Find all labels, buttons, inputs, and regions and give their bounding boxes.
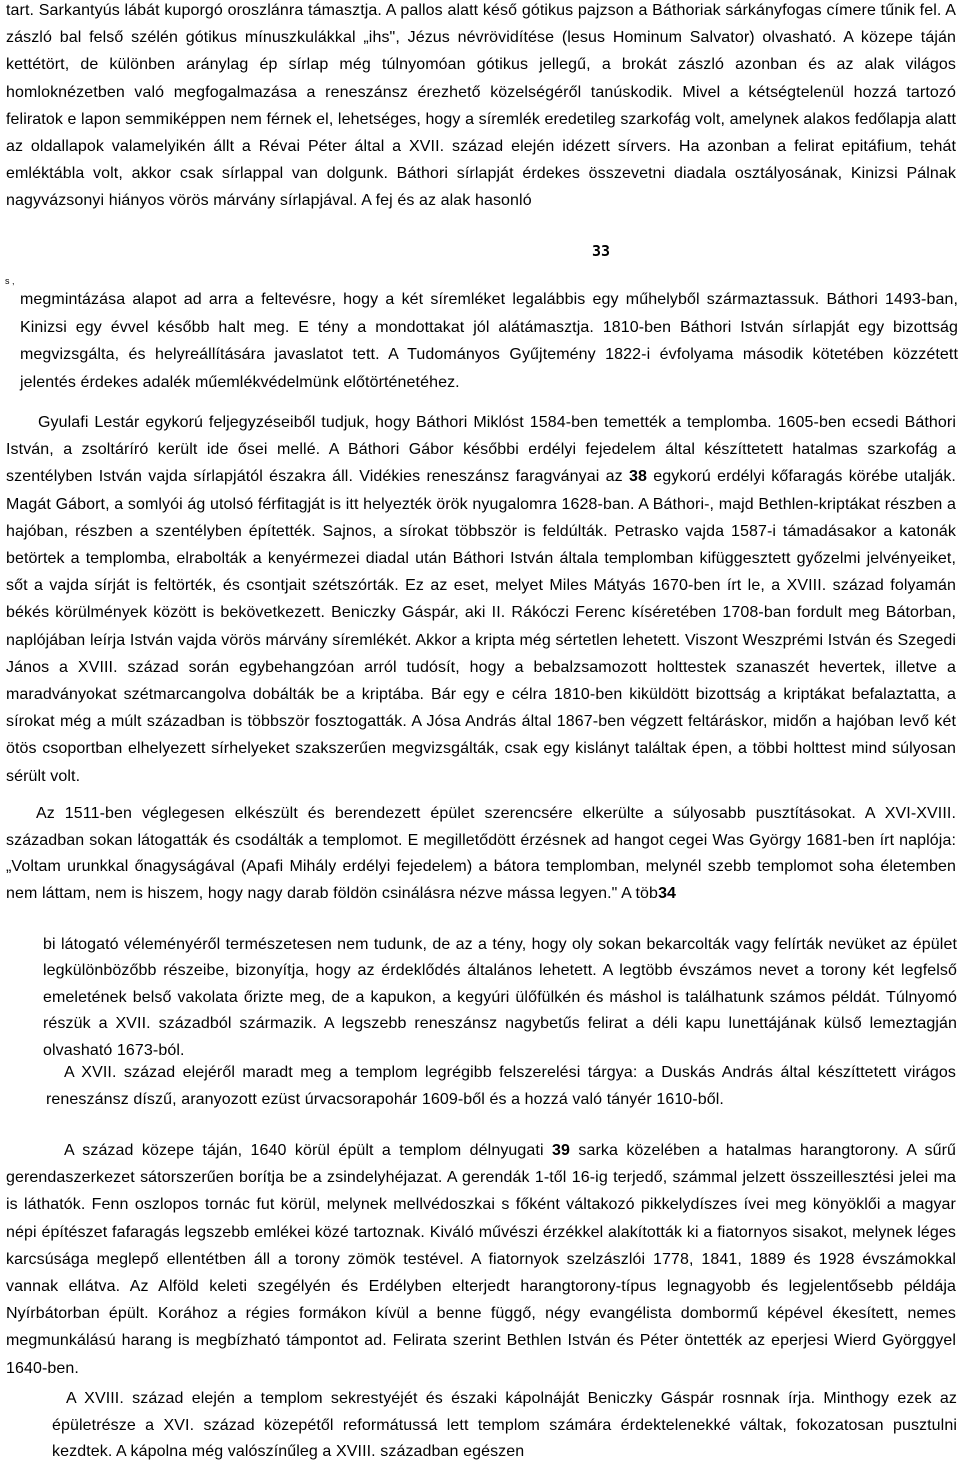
paragraph-1511-text: Az 1511-ben véglegesen elkészült és berendezett épület szerencsére elkerülte a súlyosabb pusztításokat. A XVI-XVIII. században sokan látogatták és csodálták a templomot. E megilletődött érzésnek ad hangot cegei Was György 1681-ben írt naplója: „Voltam urunkkal őnagyságával (Apafi Mihály erdélyi fejedelem) a bátora templomban, melynél szebb templomot soha életemben nem láttam, nem is hiszem, hogy nagy darab földön csinálásra nézve mássa legyen." A töb bbox=[6, 805, 956, 902]
margin-mark: s , bbox=[5, 276, 15, 286]
inline-page-number-34: 34 bbox=[658, 884, 677, 902]
paragraph-sekrestye-text: A XVIII. század elején a templom sekrestyéjét és északi kápolnáját Beniczky Gáspár rosnnak írja. Minthogy ezek az épületrésze a XVI. század közepétől reformátussá lett templom számára érdektelenekké váltak, fokozatosan pusztulni kezdtek. A kápolna még valószínűleg a XVIII. században egészen bbox=[52, 1390, 957, 1460]
paragraph-1511 bbox=[6, 801, 956, 907]
paragraph-sekrestye bbox=[52, 1386, 957, 1466]
inline-page-number-39: 39 bbox=[552, 1142, 570, 1159]
paragraph-gyulafi-text-2: egykorú erdélyi kőfaragás körébe utalják. Magát Gábort, a somlyói ág utolsó férfitagját is itt helyezték örök nyugalomra 1628-ban. A Báthori-, majd Bethlen-kriptákat részben a hajóban, részben a szentélyben építették. Sajnos, a sírokat többször is feldúlták. Petrasko vajda 1587-i támadásakor a katonák betörtek a templomba, elrabolták a kenyérmezei diadal után Báthori István általa templomban kifüggesztett győzelmi jelvényeiket, sőt a vajda sírját is feltörték, és csontjait szétszórták. Ez az eset, melyet Miles Mátyás 1670-ben írt le, a XVIII. század folyamán békés körülmények között is bekövetkezett. Beniczky Gáspár, aki II. Rákóczi Ferenc kíséretében 1708-ban fordult meg Bátorban, naplójában leírja István vajda vörös márvány síremlékét. Akkor a kripta még sértetlen lehetett. Viszont Weszprémi István és Szegedi János a XVIII. század során egybehangzóan arról tudósít, hogy a bebalzsamozott holttestek szanaszét hevertek, illetve a maradványokat szétmarcangolva dobálták be a kriptába. Bár egy e célra 1810-ben kiküldött bizottság a kriptákat befalaztatta, a sírokat még a múlt században is többször fosztogatták. A Jósa András által 1867-ben végzett feltáráskor, midőn a hajóban levő két ötös csoportban elhelyezett sírhelyeket szakszerűen megvizsgálták, csak egy kislányt találtak épen, a többi holttest mind súlyosan sérült volt. bbox=[6, 468, 956, 785]
paragraph-xvii-szazad bbox=[46, 1059, 956, 1113]
paragraph-gyulafi-text-1: Gyulafi Lestár egykorú feljegyzéseiből tudjuk, hogy Báthori Miklóst 1584-ben temették a templomba. 1605-ben ecsedi Báthori István, a zsoltáríró került ide ősei mellé. A Báthori Gábor későbbi erdélyi fejedelem által készíttetett hatalmas szarkofág a szentélyben István vajda sírlapjától északra áll. Vidékies reneszánsz faragványai az bbox=[6, 414, 956, 486]
inline-page-number-38: 38 bbox=[629, 468, 648, 486]
paragraph-harangtorony-text-2: sarka közelében a hatalmas harangtorony. A sűrű gerendaszerkezet sátorszerűen borítja be a zsindelyhéjazat. A gerendák 1-től 16-ig terjedő, számmal jelzett összeillesztési jelei ma is láthatók. Fenn oszlopos tornác fut körül, melynek mellvédoszkai s főként váltakozó pikkelydíszes ívei meg könyöklői a magyar népi építészet fafaragás legszebb emlékei közé tartoznak. Kiváló művészi érzékkel alakították ki a fiatornyos sisakot, melynek léges karcsúsága meglepő ellentétben áll a torony zömök testével. A fiatornyok szelzászlói 1778, 1841, 1889 és 1928 évszámokkal vannak ellátva. Az Alföld keleti szegélyén és Erdélyben elterjedt harangtorony-típus legnagyobb és legjelentősebb példája Nyírbátorban épült. Korához a régies formákon kívül a benne függő, négy evangélista dombormű képével ékesített, nemes megmunkálású harang is megbízható támpontot ad. Felirata szerint Bethlen István és Péter öntették az eperjesi Wierd Györggyel 1640-ben. bbox=[6, 1142, 957, 1377]
paragraph-gyulafi bbox=[6, 409, 956, 790]
paragraph-harangtorony-text-1: A század közepe táján, 1640 körül épült a templom délnyugati bbox=[64, 1142, 544, 1159]
paragraph-latogatok: bi látogató véleményéről természetesen nem tudunk, de az a tény, hogy oly sokan bekarcolták vagy felírták nevüket az épület legkülönbözőbb részeibe, bizonyítja, hogy az érdeklődés általános lehetett. A legtöbb évszámos nevet a torony két legfelső emeletének belső vakolata őrizte meg, de a kapukon, a kegyúri ülőfülkén és máshol is találhatunk számos példát. Túlnyomó részük a XVII. századból származik. A legszebb reneszánsz nagybetűs felirat a déli kapu lunettájának külső lemeztagján olvasható 1673-ból. bbox=[43, 936, 957, 1059]
page-number: 33 bbox=[592, 242, 611, 260]
paragraph-xvii-szazad-text: A XVII. század elejéről maradt meg a templom legrégibb felszerelési tárgya: a Duskás András által készíttetett virágos reneszánsz díszű, aranyozott ezüst úrvacsorapohár 1609-ből és a hozzá való tányér 1610-ből. bbox=[46, 1064, 956, 1108]
paragraph-sirlap-leiras: tart. Sarkantyús lábát kuporgó oroszlánra támasztja. A pallos alatt késő gótikus pajzson a Báthoriak sárkányfogas címere tűnik fel. A zászló bal felső szélén gótikus mínuszkulákkal „ihs", Jézus névrövidítése (lesus Hominum Salvator) olvasható. A közepe táján kettétört, de különben aránylag ép sírlap még túlnyomóan gótikus jellegű, a brokát zászló azonban és az alak világos homloknézetben való megfogalmazása a reneszánsz érezhető közelségéről tanúskodik. Mivel a kétségtelenül hozzá tartozó feliratok e lapon semmiképpen nem férnek el, lehetséges, hogy a síremlék eredetileg szarkofág volt, amelynek alakos fedőlapja alatt az oldallapok valamelyikén állt a Révai Péter által a XVII. század elején idézett sírvers. Ha azonban a felirat epitáfium, tehát emléktábla volt, akkor csak sírlappal van dolgunk. Báthori sírlapját érdekes összevetni diadala osztályosának, Kinizsi Pálnak nagyvázsonyi hiányos vörös márvány sírlapjával. A fej és az alak hasonló bbox=[6, 2, 956, 210]
paragraph-harangtorony bbox=[6, 1137, 956, 1382]
paragraph-megmintazasa: megmintázása alapot ad arra a feltevésre, hogy a két síremléket legalábbis egy műhelyből származtassuk. Báthori 1493-ban, Kinizsi egy évvel később halt meg. E tény a mondottakat jól alátámasztja. 1810-ben Báthori István sírlapját egy bizottság megvizsgálta, és helyreállítására javaslatot tett. A Tudományos Gyűjtemény 1822-i évfolyama második kötetében közzétett jelentés érdekes adalék műemlékvédelmünk előtörténetéhez. bbox=[20, 291, 958, 391]
